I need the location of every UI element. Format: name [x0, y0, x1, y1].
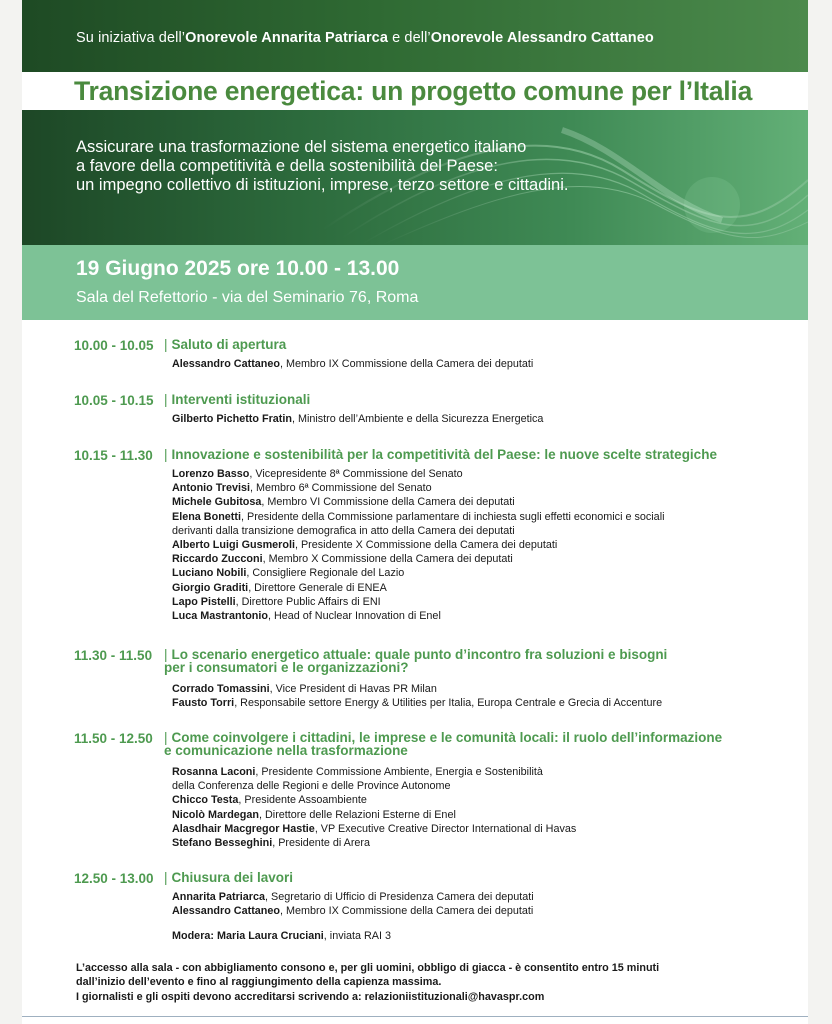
- speaker-item: [172, 822, 792, 836]
- speaker-item: [172, 682, 792, 696]
- speaker-item: [172, 890, 792, 904]
- speaker-item: [172, 552, 792, 566]
- title-row: [22, 72, 808, 110]
- intro-name-2: Onorevole Alessandro Cattaneo: [430, 30, 654, 46]
- speaker-name: Michele Gubitosa: [172, 496, 262, 509]
- date-band: [22, 245, 808, 320]
- speaker-role: , Presidente di Arera: [272, 837, 371, 850]
- initiative-line: [76, 30, 654, 46]
- session-title: [164, 871, 774, 884]
- speaker-list: [172, 682, 792, 710]
- speaker-item: [172, 412, 792, 426]
- session-title: [164, 338, 774, 351]
- session-time: 10.00 - 10.05: [74, 338, 154, 353]
- speaker-name: Alasdhair Macgregor Hastie: [172, 822, 315, 835]
- speaker-item: [172, 836, 792, 850]
- speaker-name: Stefano Besseghini: [172, 837, 273, 850]
- speaker-role: , Membro 6ª Commissione del Senato: [250, 482, 432, 495]
- speaker-list: [172, 357, 792, 371]
- hero-banner: [22, 110, 808, 245]
- session-time: 11.50 - 12.50: [74, 731, 153, 746]
- speaker-role: , Ministro dell’Ambiente e della Sicurezza Energetica: [291, 413, 544, 425]
- session-title-text: Saluto di apertura: [171, 337, 287, 352]
- session-time: 11.30 - 11.50: [74, 648, 153, 663]
- bottom-divider: [22, 1016, 808, 1017]
- speaker-item: [172, 793, 792, 807]
- speaker-item: [172, 524, 792, 538]
- session-title: [164, 393, 774, 406]
- speaker-role: , Vice President di Havas PR Milan: [269, 683, 437, 695]
- session-title: [164, 731, 774, 757]
- separator-bar: |: [164, 647, 168, 662]
- top-band: [22, 0, 808, 72]
- speaker-role: , Membro IX Commissione della Camera dei deputati: [280, 905, 534, 918]
- access-note-line: dall’inizio dell’evento e fino al raggiungimento della capienza massima.: [76, 976, 442, 989]
- speaker-name: Corrado Tomassini: [172, 683, 270, 695]
- event-date: 19 Giugno 2025 ore 10.00 - 13.00: [76, 257, 400, 280]
- session-time: 12.50 - 13.00: [74, 871, 154, 886]
- speaker-list: [172, 412, 792, 426]
- speaker-name: Gilberto Pichetto Fratin: [172, 413, 292, 425]
- hero-line: Assicurare una trasformazione del sistema energetico italiano: [76, 138, 527, 156]
- separator-bar: |: [164, 392, 168, 407]
- access-note: [76, 961, 796, 1004]
- speaker-name: Alessandro Cattaneo: [172, 905, 280, 918]
- speaker-role: , Direttore delle Relazioni Esterne di Enel: [259, 808, 456, 821]
- speaker-item: [172, 696, 792, 710]
- speaker-list: [172, 890, 792, 918]
- speaker-name: Luciano Nobili: [172, 567, 247, 580]
- intro-prefix: Su iniziativa dell’: [76, 30, 186, 46]
- speaker-item: [172, 808, 792, 822]
- speaker-name: Antonio Trevisi: [172, 482, 250, 495]
- event-title: Transizione energetica: un progetto comune per l’Italia: [74, 76, 753, 106]
- speaker-item: [172, 581, 792, 595]
- session-title: [164, 448, 774, 461]
- session-title-text: Interventi istituzionali: [171, 392, 311, 407]
- hero-text: [76, 138, 569, 195]
- session-time: 10.15 - 11.30: [74, 448, 153, 463]
- speaker-name: Riccardo Zucconi: [172, 553, 263, 566]
- speaker-role: , Consigliere Regionale del Lazio: [246, 567, 405, 580]
- speaker-item: [172, 609, 792, 623]
- speaker-role: , Membro IX Commissione della Camera dei deputati: [280, 358, 534, 370]
- session-title-text: Lo scenario energetico attuale: quale punto d’incontro fra soluzioni e bisogni per i consumatori e le organizzazioni?: [164, 647, 668, 675]
- moderator-line: [172, 930, 391, 942]
- speaker-role: , VP Executive Creative Director International di Havas: [314, 822, 577, 835]
- speaker-item: [172, 495, 792, 509]
- speaker-role: derivanti dalla transizione demografica in atto della Camera dei deputati: [172, 524, 515, 537]
- event-place: Sala del Refettorio - via del Seminario 76, Roma: [76, 289, 419, 306]
- speaker-role: , Segretario di Ufficio di Presidenza Camera dei deputati: [265, 891, 534, 903]
- speaker-item: [172, 566, 792, 580]
- speaker-name: Annarita Patriarca: [172, 891, 266, 903]
- speaker-role: , Responsabile settore Energy & Utilities per Italia, Europa Centrale e Grecia di Accenture: [234, 697, 663, 710]
- speaker-list: [172, 467, 792, 623]
- speaker-name: Fausto Torri: [172, 697, 235, 710]
- speaker-item: [172, 357, 792, 371]
- moderator-label: Modera: Maria Laura Cruciani: [172, 930, 324, 942]
- session-title-text: Chiusura dei lavori: [171, 870, 294, 885]
- speaker-item: [172, 538, 792, 552]
- speaker-role: , Direttore Public Affairs di ENI: [235, 595, 381, 608]
- session-title-text: Come coinvolgere i cittadini, le imprese e le comunità locali: il ruolo dell’informazione e comunicazione nella trasformazione: [164, 730, 723, 758]
- speaker-role: , Membro VI Commissione della Camera dei deputati: [261, 496, 515, 509]
- hero-line: un impegno collettivo di istituzioni, imprese, terzo settore e cittadini.: [76, 176, 569, 194]
- speaker-item: [172, 765, 792, 779]
- speaker-role: della Conferenza delle Regioni e delle Province Autonome: [172, 780, 451, 793]
- access-note-line: I giornalisti e gli ospiti devono accreditarsi scrivendo a: relazioniistituzionali@havaspr.com: [76, 990, 545, 1003]
- speaker-role: , Direttore Generale di ENEA: [248, 581, 387, 594]
- speaker-item: [172, 779, 792, 793]
- speaker-item: [172, 595, 792, 609]
- separator-bar: |: [164, 730, 168, 745]
- speaker-item: [172, 481, 792, 495]
- speaker-role: , Membro X Commissione della Camera dei deputati: [262, 553, 513, 566]
- speaker-role: , Head of Nuclear Innovation di Enel: [267, 610, 441, 623]
- speaker-name: Chicco Testa: [172, 794, 239, 807]
- speaker-name: Nicolò Mardegan: [172, 808, 259, 821]
- speaker-name: Luca Mastrantonio: [172, 610, 268, 623]
- hero-line: a favore della competitività e della sostenibilità del Paese:: [76, 157, 498, 175]
- speaker-name: Elena Bonetti: [172, 510, 241, 523]
- speaker-item: [172, 904, 792, 918]
- speaker-role: , Presidente X Commissione della Camera dei deputati: [294, 539, 558, 552]
- access-note-line: L’accesso alla sala - con abbigliamento consono e, per gli uomini, obbligo di giacca - è consentito entro 15 minuti: [76, 962, 660, 974]
- speaker-name: Lapo Pistelli: [172, 595, 236, 608]
- speaker-role: , Presidente Commissione Ambiente, Energia e Sostenibilità: [255, 766, 543, 778]
- intro-name-1: Onorevole Annarita Patriarca: [185, 30, 389, 46]
- speaker-name: Alessandro Cattaneo: [172, 358, 280, 370]
- speaker-list: [172, 765, 792, 850]
- speaker-name: Rosanna Laconi: [172, 766, 256, 778]
- session-title: [164, 648, 774, 674]
- invitation-sheet: [22, 0, 808, 1024]
- separator-bar: |: [164, 337, 168, 352]
- speaker-item: [172, 510, 792, 524]
- speaker-role: , Vicepresidente 8ª Commissione del Senato: [249, 468, 463, 480]
- speaker-item: [172, 467, 792, 481]
- session-title-text: Innovazione e sostenibilità per la competitività del Paese: le nuove scelte strategiche: [171, 447, 717, 462]
- moderator-role: , inviata RAI 3: [323, 930, 392, 942]
- speaker-name: Lorenzo Basso: [172, 468, 250, 480]
- speaker-name: Giorgio Graditi: [172, 581, 249, 594]
- speaker-name: Alberto Luigi Gusmeroli: [172, 539, 295, 552]
- separator-bar: |: [164, 447, 168, 462]
- intro-mid: e dell’: [388, 30, 431, 46]
- separator-bar: |: [164, 870, 168, 885]
- speaker-role: , Presidente della Commissione parlamentare di inchiesta sugli effetti economici e sociali: [241, 510, 665, 523]
- speaker-role: , Presidente Assoambiente: [238, 794, 367, 807]
- session-time: 10.05 - 10.15: [74, 393, 154, 408]
